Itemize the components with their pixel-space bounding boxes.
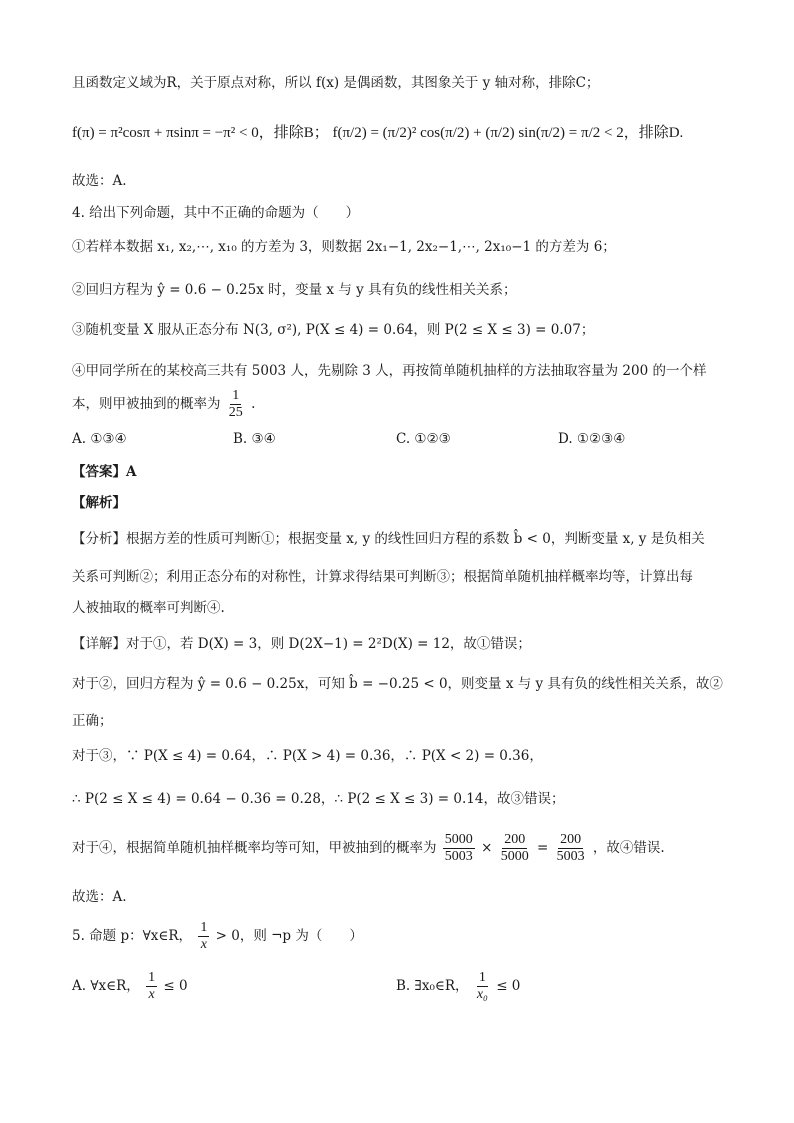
- answer-select-a: 故选：A.: [72, 173, 127, 189]
- detail-line-2: 对于②，回归方程为 ŷ = 0.6 − 0.25x，可知 b̂ = −0.25 < 0，则变量 x 与 y 具有负的线性相关关系，故②: [72, 676, 723, 692]
- detail-line-4: 对于③，∵ P(X ≤ 4) = 0.64，∴ P(X > 4) = 0.36，∴ P(X < 2) = 0.36，: [72, 748, 543, 764]
- fraction-5000-5003: $\frac{5000}{5003}$: [444, 832, 473, 864]
- question-4-item-1: ①若样本数据 x₁, x₂,⋯, x₁₀ 的方差为 3，则数据 2x₁−1, 2x₂−1,⋯, 2x₁₀−1 的方差为 6；: [72, 239, 616, 255]
- fraction-200-5003: $\frac{200}{5003}$: [556, 832, 585, 864]
- question-4-item-3: ③随机变量 X 服从正态分布 N(3, σ²), P(X ≤ 4) = 0.64，则 P(2 ≤ X ≤ 3) = 0.07；: [72, 322, 595, 338]
- detail-select-a: 故选：A.: [72, 889, 127, 905]
- fraction-200-5000: $\frac{200}{5000}$: [500, 832, 529, 864]
- analysis-label: 【解析】: [72, 495, 126, 511]
- question-5-title: 5. 命题 p：∀x∈R， $\frac{1}{x}$ > 0，则 ¬p 为（ ）: [72, 920, 363, 952]
- option-d: D. ①②③④: [558, 431, 626, 447]
- option-c: C. ①②③: [396, 431, 451, 447]
- detail-line-1: 【详解】对于①，若 D(X) = 3，则 D(2X−1) = 2²D(X) = 12，故①错误；: [72, 636, 531, 652]
- fraction-1-over-x: $\frac{1}{x}$: [200, 920, 208, 952]
- answer-label: 【答案】A: [72, 464, 137, 480]
- detail-line-5: ∴ P(2 ≤ X ≤ 4) = 0.64 − 0.36 = 0.28，∴ P(2 ≤ X ≤ 3) = 0.14，故③错误；: [72, 791, 565, 807]
- option-a: A. ①③④: [72, 431, 127, 447]
- question-4-title: 4. 给出下列命题，其中不正确的命题为（ ）: [72, 205, 360, 221]
- question-5-option-b: B. ∃x₀∈R， $\frac{1}{\text{x₀}}$ ≤ 0: [396, 970, 521, 1002]
- eval-f-half-pi: f(π/2) = (π/2)² cos(π/2) + (π/2) sin(π/2) = π/2 < 2，排除D.: [332, 125, 684, 141]
- analysis-line-3: 人被抽取的概率可判断④.: [72, 600, 225, 616]
- question-5-option-a: A. ∀x∈R， $\frac{1}{x}$ ≤ 0: [72, 970, 188, 1002]
- eval-f-pi: f(π) = π²cosπ + πsinπ = −π² < 0，排除B；: [72, 125, 329, 141]
- analysis-line-1: 【分析】根据方差的性质可判断①；根据变量 x, y 的线性回归方程的系数 b̂ < 0，判断变量 x, y 是负相关: [72, 531, 705, 547]
- detail-line-3: 正确；: [72, 713, 113, 729]
- text-line-domain: 且函数定义域为R，关于原点对称，所以 f(x) 是偶函数，其图象关于 y 轴对称，排除C；: [72, 75, 600, 91]
- prob-fraction: $\frac{1}{25}$: [228, 388, 243, 420]
- prob-prefix: 本，则甲被抽到的概率为: [72, 396, 221, 412]
- question-4-item-2: ②回归方程为 ŷ = 0.6 − 0.25x 时，变量 x 与 y 具有负的线性相关关系；: [72, 282, 517, 298]
- question-4-item-4-cont: 本，则甲被抽到的概率为 $\frac{1}{25}$ .: [72, 388, 256, 420]
- option-b: B. ③④: [233, 431, 276, 447]
- detail-line-6: 对于④，根据简单随机抽样概率均等可知，甲被抽到的概率为 $\frac{5000}{5003}$ × $\frac{200}{5000}$ = $\frac{200}{5003}$ ，故④错误.: [72, 832, 665, 864]
- question-4-item-4: ④甲同学所在的某校高三共有 5003 人，先剔除 3 人，再按简单随机抽样的方法抽取容量为 200 的一个样: [72, 363, 707, 379]
- text-line-exclude-b-d: [72, 122, 734, 144]
- analysis-line-2: 关系可判断②；利用正态分布的对称性，计算求得结果可判断③；根据简单随机抽样概率均等，计算出每: [72, 569, 693, 585]
